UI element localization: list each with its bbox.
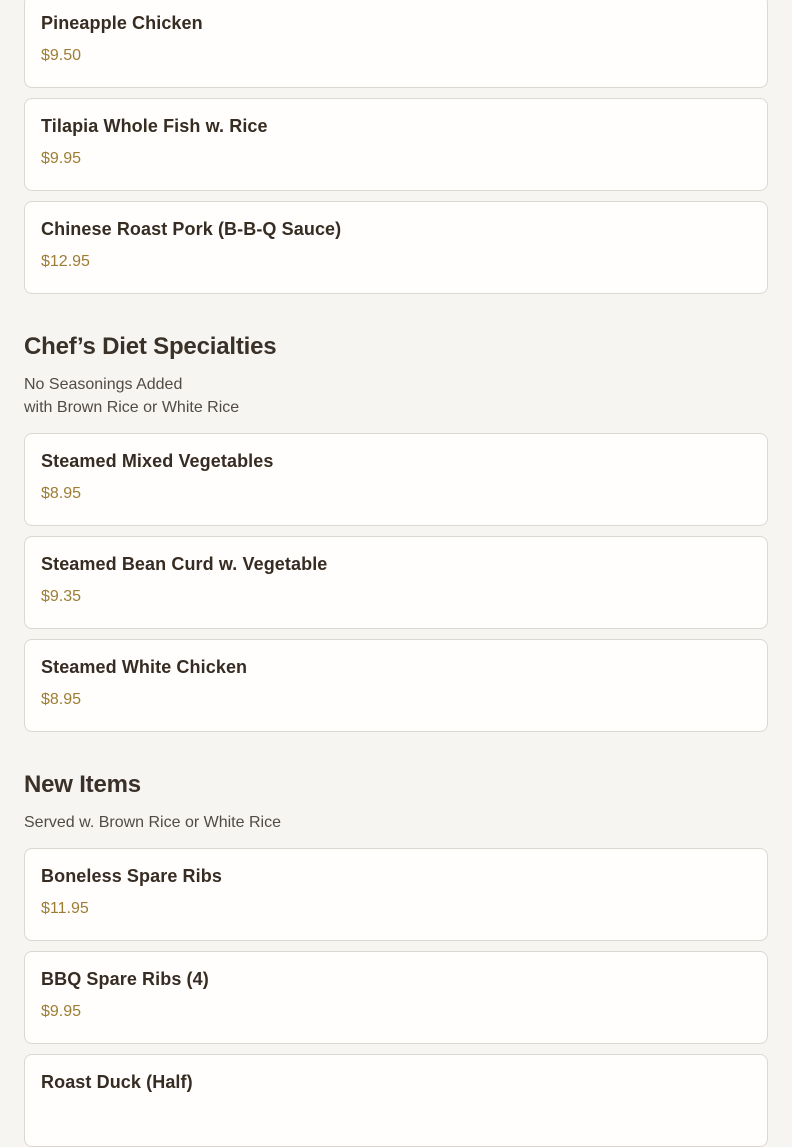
menu-item-price: $9.95 [41, 1003, 82, 1020]
menu-item-name: Steamed Bean Curd w. Vegetable [41, 554, 328, 574]
menu-item-name: Steamed White Chicken [41, 657, 248, 677]
menu-item-card[interactable] [24, 639, 768, 732]
section-items [24, 433, 768, 732]
menu-sections [24, 331, 768, 1147]
menu-item-name: Chinese Roast Pork (B-B-Q Sauce) [41, 219, 342, 239]
section-subtitle-line: with Brown Rice or White Rice [24, 399, 240, 416]
menu-item-card[interactable] [24, 0, 768, 88]
menu-item-card[interactable] [24, 848, 768, 941]
section-subtitle-line: Served w. Brown Rice or White Rice [24, 814, 281, 831]
menu-top-items [24, 0, 768, 294]
menu-item-price: $8.95 [41, 691, 82, 708]
section-items [24, 848, 768, 1147]
menu-item-name: BBQ Spare Ribs (4) [41, 969, 209, 989]
menu-item-name: Roast Duck (Half) [41, 1072, 193, 1092]
section-title: Chef’s Diet Specialties [24, 333, 277, 360]
menu-item-price: $9.50 [41, 47, 82, 64]
menu-item-card[interactable] [24, 951, 768, 1044]
menu-item-price: $8.95 [41, 485, 82, 502]
section-subtitle-line: No Seasonings Added [24, 376, 183, 393]
menu-item-name: Boneless Spare Ribs [41, 866, 222, 886]
menu-item-card[interactable] [24, 433, 768, 526]
section-subtitle [24, 373, 768, 419]
menu-item-card[interactable] [24, 201, 768, 294]
menu-item-name: Tilapia Whole Fish w. Rice [41, 116, 268, 136]
menu-item-price: $9.35 [41, 588, 82, 605]
section-title: New Items [24, 771, 141, 798]
menu-item-card[interactable] [24, 98, 768, 191]
section-subtitle [24, 811, 768, 834]
menu-item-price: $9.95 [41, 150, 82, 167]
menu-item-card[interactable] [24, 1054, 768, 1147]
menu-section [24, 769, 768, 1147]
menu-item-price: $11.95 [41, 900, 89, 917]
menu-item-name: Pineapple Chicken [41, 13, 203, 33]
menu-item-name: Steamed Mixed Vegetables [41, 451, 274, 471]
menu-item-price: $12.95 [41, 253, 90, 270]
menu-item-card[interactable] [24, 536, 768, 629]
menu-section [24, 331, 768, 732]
